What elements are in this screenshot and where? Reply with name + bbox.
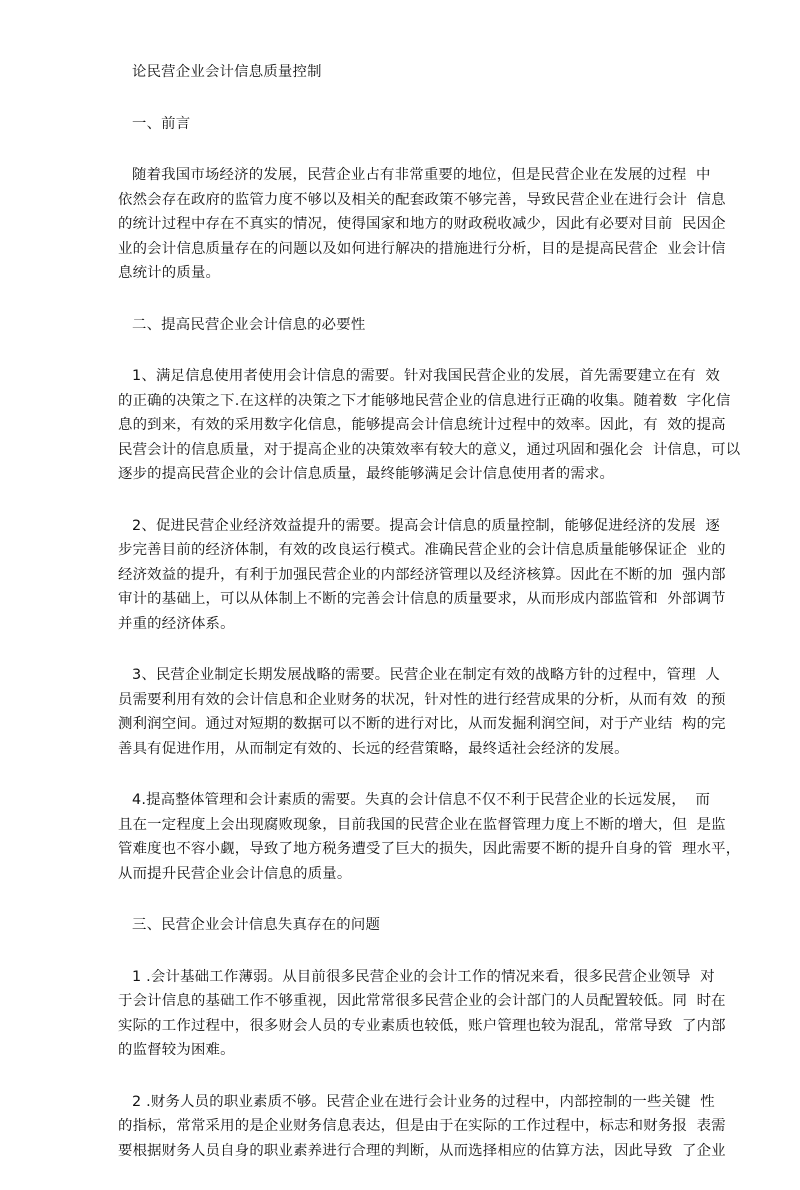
paragraph-line: 逐步的提高民营企业的会计信息质量，最终能够满足会计信息使用者的需求。 — [118, 466, 615, 482]
section-heading: 二、提高民营企业会计信息的必要性 — [132, 316, 366, 333]
paragraph-line: 的指标，常常采用的是企业财务信息表达，但是由于在实际的工作过程中，标志和财务报 表需 — [118, 1118, 726, 1134]
paragraph-line: 测利润空间。通过对短期的数据可以不断的进行对比，从而发掘利润空间，对于产业结 构的完 — [118, 716, 726, 732]
paragraph-line: 业的会计信息质量存在的问题以及如何进行解决的措施进行分析，目的是提高民营企 业会计信 — [118, 240, 726, 257]
paragraph — [118, 663, 726, 761]
paragraph — [118, 163, 726, 286]
paragraph — [118, 1090, 726, 1164]
paragraph-line: 员需要利用有效的会计信息和企业财务的状况，针对性的进行经营成果的分析，从而有效 的预 — [118, 691, 726, 708]
paragraph-line: 的监督较为困难。 — [118, 1042, 235, 1058]
paragraph-line: 息统计的质量。 — [118, 265, 221, 281]
paragraph-line: 且在一定程度上会出现腐败现象，目前我国的民营企业在监督管理力度上不断的增大，但 是监 — [118, 816, 726, 833]
paragraph — [118, 965, 726, 1063]
paragraph-line: 从而提升民营企业会计信息的质量。 — [118, 865, 352, 882]
paragraph-line: 并重的经济体系。 — [118, 615, 235, 632]
paragraph-line: 1 .会计基础工作薄弱。从目前很多民营企业的会计工作的情况来看，很多民营企业领导 对 — [132, 968, 715, 985]
paragraph-line: 的正确的决策之下.在这样的决策之下才能够地民营企业的信息进行正确的收集。随着数 字化信 — [118, 392, 731, 409]
paragraph-line: 经济效益的提升，有利于加强民营企业的内部经济管理以及经济核算。因此在不断的加 强内部 — [118, 566, 726, 583]
paragraph-line: 随着我国市场经济的发展，民营企业占有非常重要的地位，但是民营企业在发展的过程 中 — [132, 167, 711, 183]
paragraph-line: 4.提高整体管理和会计素质的需要。失真的会计信息不仅不利于民营企业的长远发展， 而 — [132, 792, 711, 808]
paragraph — [118, 788, 741, 886]
paragraph-line: 实际的工作过程中，很多财会人员的专业素质也较低，账户管理也较为混乱，常常导致 了内部 — [118, 1017, 726, 1034]
paragraph-line: 审计的基础上，可以从体制上不断的完善会计信息的质量要求，从而形成内部监管和 外部调节 — [118, 591, 726, 607]
paragraph-line: 1、满足信息使用者使用会计信息的需要。针对我国民营企业的发展，首先需要建立在有 效 — [132, 368, 720, 384]
paragraph-line: 步完善目前的经济体制，有效的改良运行模式。准确民营企业的会计信息质量能够保证企 业的 — [118, 542, 726, 558]
paragraph-line: 善具有促进作用，从而制定有效的、长远的经营策略，最终适社会经济的发展。 — [118, 740, 629, 757]
section-heading: 三、民营企业会计信息失真存在的问题 — [132, 917, 381, 933]
paragraph — [118, 364, 741, 487]
paragraph-line: 要根据财务人员自身的职业素养进行合理的判断，从而选择相应的估算方法，因此导致 了企业 — [118, 1142, 726, 1159]
paragraph-line: 息的到来，有效的采用数字化信息，能够提高会计信息统计过程中的效率。因此，有 效的提高 — [118, 417, 726, 433]
paragraph-line: 2 .财务人员的职业素质不够。民营企业在进行会计业务的过程中，内部控制的一些关键 性 — [132, 1093, 715, 1110]
paragraph-line: 3、民营企业制定长期发展战略的需要。民营企业在制定有效的战略方针的过程中，管理 人 — [132, 667, 720, 683]
paragraph — [118, 514, 726, 637]
section-heading: 一、前言 — [132, 115, 191, 132]
document-body — [118, 60, 741, 1190]
paragraph-line: 管难度也不容小觑，导致了地方税务遭受了巨大的损失，因此需要不断的提升自身的管 理水平， — [118, 841, 741, 857]
paragraph-line: 于会计信息的基础工作不够重视，因此常常很多民营企业的会计部门的人员配置较低。同 时在 — [118, 993, 726, 1009]
document-title: 论民营企业会计信息质量控制 — [132, 64, 322, 80]
paragraph-line: 民营会计的信息质量，对于提高企业的决策效率有较大的意义，通过巩固和强化会 计信息，可以 — [118, 441, 741, 458]
paragraph-line: 2、促进民营企业经济效益提升的需要。提高会计信息的质量控制，能够促进经济的发展 逐 — [132, 517, 720, 534]
paragraph-line: 依然会存在政府的监管力度不够以及相关的配套政策不够完善，导致民营企业在进行会计 信息 — [118, 191, 726, 208]
document-blocks — [118, 112, 741, 1164]
paragraph-line: 的统计过程中存在不真实的情况，使得国家和地方的财政税收减少，因此有必要对目前 民因企 — [118, 216, 726, 232]
